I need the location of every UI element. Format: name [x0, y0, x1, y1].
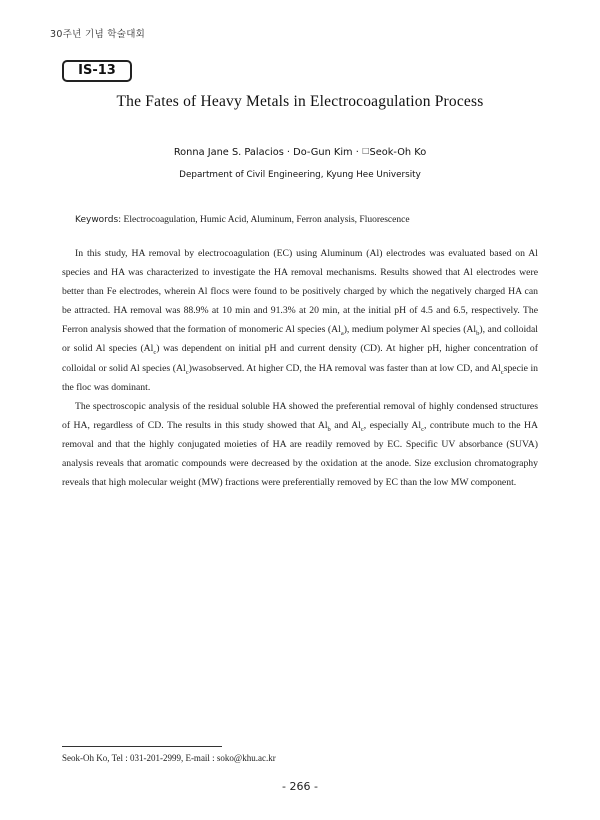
author-name: Seok-Oh Ko [369, 147, 427, 158]
subscript: a [340, 330, 344, 338]
corresponding-author-mark: □ [361, 146, 370, 155]
author-name: Do-Gun Kim [293, 147, 353, 158]
text-run: , contribute much to the HA removal and that the highly conjugated moieties of HA are readily removed by EC. Specific UV absorbance (SUVA) analysis reveals that aromatic compounds were decreased by the oxidation at the anode. Size exclusion chromatography reveals that high molecular weight (MW) fractions were preferentially removed by EC than the low MW component. [62, 419, 538, 489]
text-run: , especially Al [363, 419, 422, 431]
subscript: c [153, 349, 157, 357]
subscript: c [421, 425, 424, 433]
subscript: b [476, 330, 480, 338]
footnote-contact: Seok-Oh Ko, Tel : 031-201-2999, E-mail : soko@khu.ac.kr [62, 753, 276, 763]
conference-header: 30주년 기념 학술대회 [50, 29, 146, 40]
subscript: b [327, 425, 331, 433]
text-run: ) was dependent on initial pH and current density (CD). At higher pH, higher concentration of colloidal or solid Al species (Al [62, 343, 538, 374]
text-run: specie in the floc was dominant. [62, 362, 538, 393]
text-run: )wasobserved. At higher CD, the HA removal was faster than at low CD, and Al [188, 362, 501, 374]
keywords-label: Keywords: [75, 215, 122, 225]
author-name: Ronna Jane S. Palacios [173, 147, 284, 158]
affiliation: Department of Civil Engineering, Kyung Hee University [179, 170, 421, 180]
subscript: c [360, 425, 364, 433]
abstract-paragraph [62, 244, 538, 397]
paper-title: The Fates of Heavy Metals in Electrocoagulation Process [116, 93, 484, 110]
author-separator: · [352, 147, 362, 158]
subscript: c [185, 368, 189, 376]
subscript: c [500, 368, 504, 376]
text-run: ), medium polymer Al species (Al [343, 324, 477, 336]
author-separator: · [283, 147, 294, 158]
abstract-body [62, 244, 538, 492]
keywords-line [75, 215, 545, 225]
page-number: - 266 - [282, 780, 318, 793]
author-list [0, 146, 600, 158]
text-run: and Al [330, 419, 361, 431]
text-run: In this study, HA removal by electrocoagulation (EC) using Aluminum (Al) electrodes was evaluated based on Al species and HA was characterized to investigate the HA removal mechanisms. Results showed that Al electrodes were better than Fe electrodes, wherein Al flocs were found to be positively charged by which the negatively charged HA can be attracted. HA removal was 88.9% at 10 min and 91.3% at 20 min, at the initial pH of 4.5 and 6.5, respectively. The Ferron analysis showed that the formation of monomeric Al species (Al [62, 248, 538, 336]
keywords-text: Electrocoagulation, Humic Acid, Aluminum, Ferron analysis, Fluorescence [123, 215, 410, 225]
footnote-divider [62, 746, 222, 747]
text-run: ), and colloidal or solid Al species (Al [62, 324, 538, 355]
abstract-paragraph [62, 397, 538, 492]
text-run: The spectroscopic analysis of the residual soluble HA showed the preferential removal of highly condensed structures of HA, regardless of CD. The results in this study showed that Al [62, 400, 538, 431]
session-id-badge: IS-13 [62, 60, 132, 82]
